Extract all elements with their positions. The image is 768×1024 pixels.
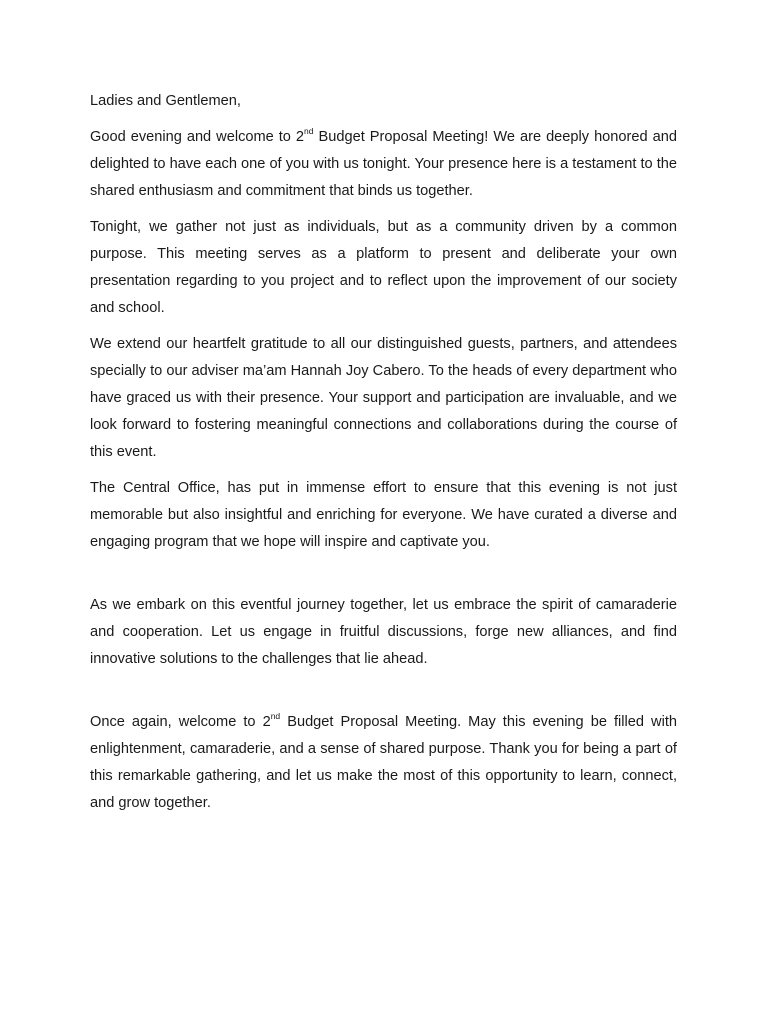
- paragraph-closing-rest: Budget Proposal Meeting. May this evening be filled with enlightenment, camaraderie, and a sense of shared purpose. Thank you for being a part of this remarkable gathering, and let us make the most of this opportunity to learn, connect, and grow together.: [90, 714, 678, 811]
- ordinal-suffix: nd: [270, 711, 281, 722]
- document-page: [90, 88, 677, 826]
- paragraph-welcome-start: Good evening and welcome to 2: [90, 129, 305, 145]
- paragraph-closing: [90, 709, 677, 817]
- paragraph-central-office: The Central Office, has put in immense effort to ensure that this evening is not just memorable but also insightful and enriching for everyone. We have curated a diverse and engaging program that we hope will inspire and captivate you.: [90, 480, 677, 550]
- ordinal-suffix: nd: [304, 126, 314, 137]
- paragraph-closing-start: Once again, welcome to 2: [90, 714, 271, 730]
- salutation: Ladies and Gentlemen,: [90, 93, 241, 109]
- paragraph-welcome-rest: Budget Proposal Meeting! We are deeply honored and delighted to have each one of you with us tonight. Your presence here is a testament to the shared enthusiasm and commitment that binds us together.: [90, 129, 677, 199]
- paragraph-journey: As we embark on this eventful journey together, let us embrace the spirit of camaraderie and cooperation. Let us engage in fruitful discussions, forge new alliances, and find innovative solutions to the challenges that lie ahead.: [90, 597, 677, 667]
- paragraph-welcome: [90, 124, 677, 205]
- paragraph-gratitude: We extend our heartfelt gratitude to all our distinguished guests, partners, and attendees specially to our adviser ma’am Hannah Joy Cabero. To the heads of every department who have graced us with their presence. Your support and participation are invaluable, and we look forward to fostering meaningful connections and collaborations during the course of this event.: [90, 336, 677, 460]
- paragraph-purpose: Tonight, we gather not just as individuals, but as a community driven by a common purpose. This meeting serves as a platform to present and deliberate your own presentation regarding to you project and to reflect upon the improvement of our society and school.: [90, 219, 677, 316]
